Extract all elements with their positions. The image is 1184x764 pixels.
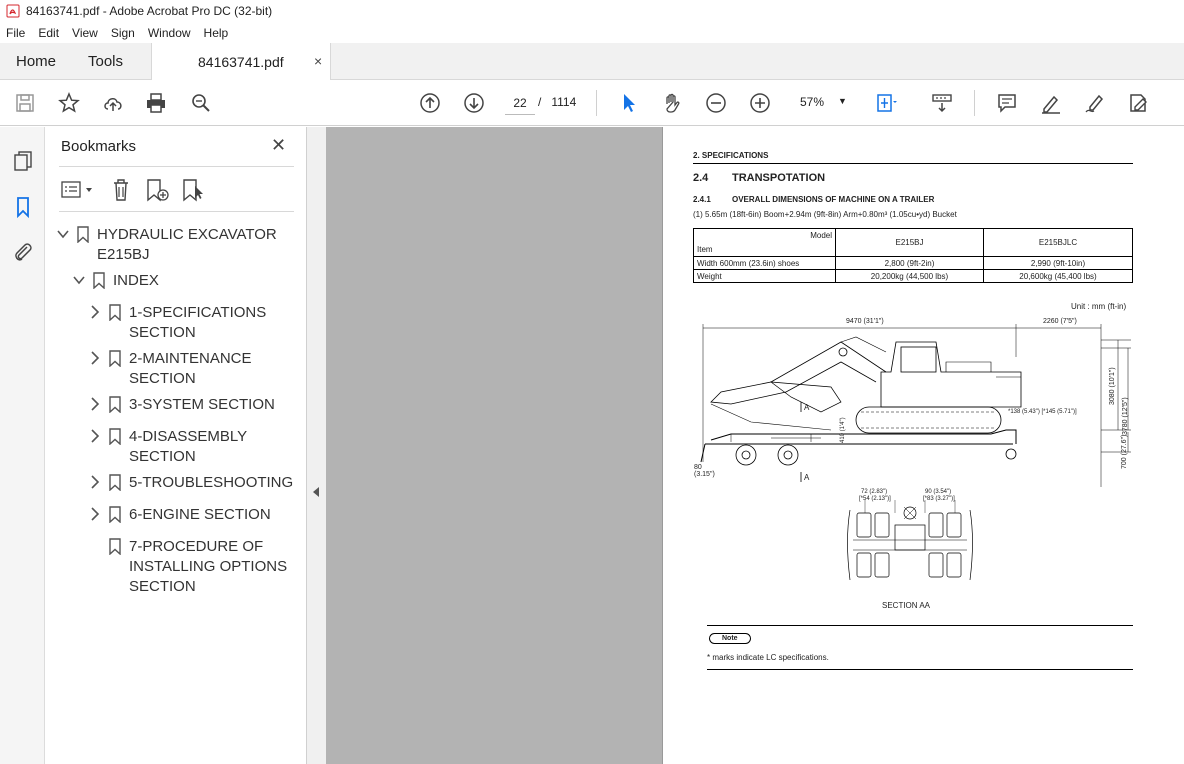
table-corner-cell xyxy=(694,229,836,257)
section-number: 2.4 xyxy=(693,172,709,184)
chevron-right-icon[interactable] xyxy=(89,475,101,489)
unit-label: Unit : mm (ft-in) xyxy=(1071,302,1127,311)
dimension-rear: 2260 (7'5") xyxy=(1043,318,1077,325)
table-cell: Width 600mm (23.6in) shoes xyxy=(694,257,836,270)
menu-window[interactable]: Window xyxy=(147,25,191,40)
toolbar-divider xyxy=(596,90,597,116)
dimension-ground: 700 (27.6") xyxy=(1121,434,1128,469)
table-cell: 20,200kg (44,500 lbs) xyxy=(836,270,984,283)
sign-icon[interactable] xyxy=(1083,91,1107,115)
page-thumbnails-icon[interactable] xyxy=(11,149,35,173)
bookmark-icon xyxy=(109,538,121,555)
scroll-mode-icon[interactable] xyxy=(930,91,954,115)
bookmark-icon xyxy=(109,428,121,445)
zoom-in-icon[interactable] xyxy=(748,91,772,115)
toolbar-divider xyxy=(974,90,975,116)
bookmark-item-system[interactable] xyxy=(89,395,299,415)
bookmark-label: 4-DISASSEMBLY SECTION xyxy=(129,428,248,465)
model-label: Model xyxy=(810,231,832,240)
bookmarks-toolbar xyxy=(59,177,294,203)
bookmark-item-disassembly[interactable] xyxy=(89,427,299,467)
page-separator: / xyxy=(538,95,542,109)
bookmark-item-procedure[interactable] xyxy=(89,537,299,597)
dimension-boom: 410 (1'4") xyxy=(840,417,846,443)
header-rule xyxy=(693,163,1133,164)
hand-tool-icon[interactable] xyxy=(660,91,684,115)
bookmark-item-hydraulic-excavator[interactable] xyxy=(57,225,297,265)
note-text: * marks indicate LC specifications. xyxy=(707,653,829,662)
item-label: Item xyxy=(697,245,713,254)
bookmark-label: 1-SPECIFICATIONS SECTION xyxy=(129,304,267,341)
section-marker-top: A xyxy=(804,403,810,412)
chevron-down-icon[interactable] xyxy=(57,227,69,241)
bookmark-icon xyxy=(77,226,89,243)
menu-file[interactable]: File xyxy=(6,25,26,40)
bookmark-label: 3-SYSTEM SECTION xyxy=(129,396,275,413)
note-rule-bottom xyxy=(707,669,1133,670)
specification-table xyxy=(693,228,1133,283)
bookmark-icon xyxy=(93,272,105,289)
table-cell: 2,990 (9ft-10in) xyxy=(984,257,1133,270)
bookmark-icon xyxy=(109,304,121,321)
print-icon[interactable] xyxy=(144,91,168,115)
table-cell: 2,800 (9ft-2in) xyxy=(836,257,984,270)
bookmark-label: 7-PROCEDURE OF INSTALLING OPTIONS SECTION xyxy=(129,538,288,595)
tab-document[interactable] xyxy=(151,43,331,81)
zoom-out-icon[interactable] xyxy=(704,91,728,115)
zoom-search-icon[interactable] xyxy=(189,91,213,115)
title-bar xyxy=(0,0,1184,22)
bookmark-icon xyxy=(109,506,121,523)
section-dimension-2b: [*83 (3.27")] xyxy=(923,496,955,502)
select-cursor-icon[interactable] xyxy=(617,91,641,115)
menu-help[interactable]: Help xyxy=(203,25,229,40)
bookmark-label: 5-TROUBLESHOOTING xyxy=(129,474,294,491)
bookmark-label: 6-ENGINE SECTION xyxy=(129,506,271,523)
table-cell: Weight xyxy=(694,270,836,283)
bookmark-options-icon[interactable] xyxy=(61,180,95,200)
bookmarks-panel xyxy=(45,127,307,764)
page-number-input[interactable]: 22 xyxy=(505,91,535,115)
bookmark-item-troubleshooting[interactable] xyxy=(89,473,301,493)
zoom-dropdown-icon[interactable]: ▼ xyxy=(838,96,847,106)
highlight-pen-icon[interactable] xyxy=(1039,91,1063,115)
star-icon[interactable] xyxy=(57,91,81,115)
table-row xyxy=(694,270,1133,283)
upload-cloud-icon[interactable] xyxy=(101,91,125,115)
bookmark-icon xyxy=(109,396,121,413)
menu-view[interactable]: View xyxy=(72,25,98,40)
bookmark-label: INDEX xyxy=(113,272,159,289)
page-total: 1114 xyxy=(551,95,577,109)
document-background xyxy=(326,127,662,764)
dimension-height-1: 3080 (10'1") xyxy=(1109,367,1116,405)
section-aa-drawing xyxy=(845,495,975,593)
chevron-right-icon[interactable] xyxy=(89,429,101,443)
bookmark-item-maintenance[interactable] xyxy=(89,349,299,389)
section-dimension-2: 90 (3.54") xyxy=(925,489,952,495)
chevron-right-icon[interactable] xyxy=(89,305,101,319)
dimension-length: 9470 (31'1") xyxy=(846,318,884,325)
bookmark-item-index[interactable] xyxy=(73,271,293,291)
new-bookmark-icon[interactable] xyxy=(145,178,171,202)
bookmark-icon xyxy=(109,474,121,491)
dimension-height-2: 3780 (12'5") xyxy=(1122,397,1129,435)
bookmark-item-engine[interactable] xyxy=(89,505,299,525)
collapse-panel-icon[interactable] xyxy=(312,486,320,498)
configuration-line: (1) 5.65m (18ft-6in) Boom+2.94m (9ft-8in) Arm+0.80m³ (1.05cu•yd) Bucket xyxy=(693,210,957,219)
next-page-icon[interactable] xyxy=(462,91,486,115)
bookmark-label: HYDRAULIC EXCAVATOR E215BJ xyxy=(97,226,277,263)
page-count xyxy=(538,95,576,109)
subsection-number: 2.4.1 xyxy=(693,195,711,204)
note-badge: Note xyxy=(709,633,751,644)
attachment-icon[interactable] xyxy=(11,240,35,264)
previous-page-icon[interactable] xyxy=(418,91,442,115)
menu-edit[interactable]: Edit xyxy=(38,25,60,40)
main-toolbar xyxy=(0,80,1184,126)
bookmark-label: 2-MAINTENANCE SECTION xyxy=(129,350,252,387)
section-marker-bottom: A xyxy=(804,473,810,482)
tab-close-icon[interactable]: × xyxy=(314,53,323,69)
chevron-right-icon[interactable] xyxy=(89,397,101,411)
acrobat-app-icon xyxy=(6,4,20,18)
dimension-clearance: *138 (5.43") [*145 (5.71")] xyxy=(1008,409,1077,415)
bookmark-item-specifications[interactable] xyxy=(89,303,299,343)
chevron-right-icon[interactable] xyxy=(89,507,101,521)
comment-icon[interactable] xyxy=(995,91,1019,115)
save-icon[interactable] xyxy=(13,91,37,115)
edit-pdf-icon[interactable] xyxy=(1126,91,1150,115)
bookmarks-title: Bookmarks xyxy=(61,138,137,155)
menu-sign[interactable]: Sign xyxy=(110,25,135,40)
zoom-level[interactable]: 57% xyxy=(800,95,825,109)
section-title: TRANSPOTATION xyxy=(732,172,826,184)
table-cell: 20,600kg (45,400 lbs) xyxy=(984,270,1133,283)
pdf-page[interactable] xyxy=(662,127,1184,764)
menu-bar xyxy=(0,22,1184,43)
page-header: 2. SPECIFICATIONS xyxy=(693,151,769,160)
tab-document-label: 84163741.pdf xyxy=(198,54,284,70)
section-aa-label: SECTION AA xyxy=(882,601,931,610)
dimension-low: 80 (3.15") xyxy=(694,464,715,478)
chevron-down-icon[interactable] xyxy=(73,273,85,287)
find-bookmark-icon[interactable] xyxy=(181,178,207,202)
subsection-title: OVERALL DIMENSIONS OF MACHINE ON A TRAILER xyxy=(732,195,935,204)
column-header: E215BJ xyxy=(836,229,984,257)
divider xyxy=(59,211,294,212)
chevron-right-icon[interactable] xyxy=(89,351,101,365)
delete-bookmark-icon[interactable] xyxy=(111,178,131,202)
note-rule-top xyxy=(707,625,1133,626)
panel-collapse-strip[interactable] xyxy=(307,127,326,764)
fit-page-icon[interactable] xyxy=(874,91,898,115)
column-header: E215BJLC xyxy=(984,229,1133,257)
left-rail xyxy=(0,127,45,764)
table-header-row xyxy=(694,229,1133,257)
tab-tools[interactable]: Tools xyxy=(88,53,124,70)
tab-bar xyxy=(0,43,1184,80)
bookmark-panel-icon[interactable] xyxy=(11,195,35,219)
bookmark-icon xyxy=(109,350,121,367)
bookmarks-close-icon[interactable]: ✕ xyxy=(271,135,287,155)
window-title: 84163741.pdf - Adobe Acrobat Pro DC (32-bit) xyxy=(26,4,273,18)
divider xyxy=(59,166,294,167)
table-row xyxy=(694,257,1133,270)
section-dimension-1b: [*54 (2.13")] xyxy=(859,496,891,502)
tab-home[interactable]: Home xyxy=(16,53,57,70)
section-dimension-1: 72 (2.83") xyxy=(861,489,888,495)
excavator-trailer-drawing xyxy=(691,312,1141,487)
